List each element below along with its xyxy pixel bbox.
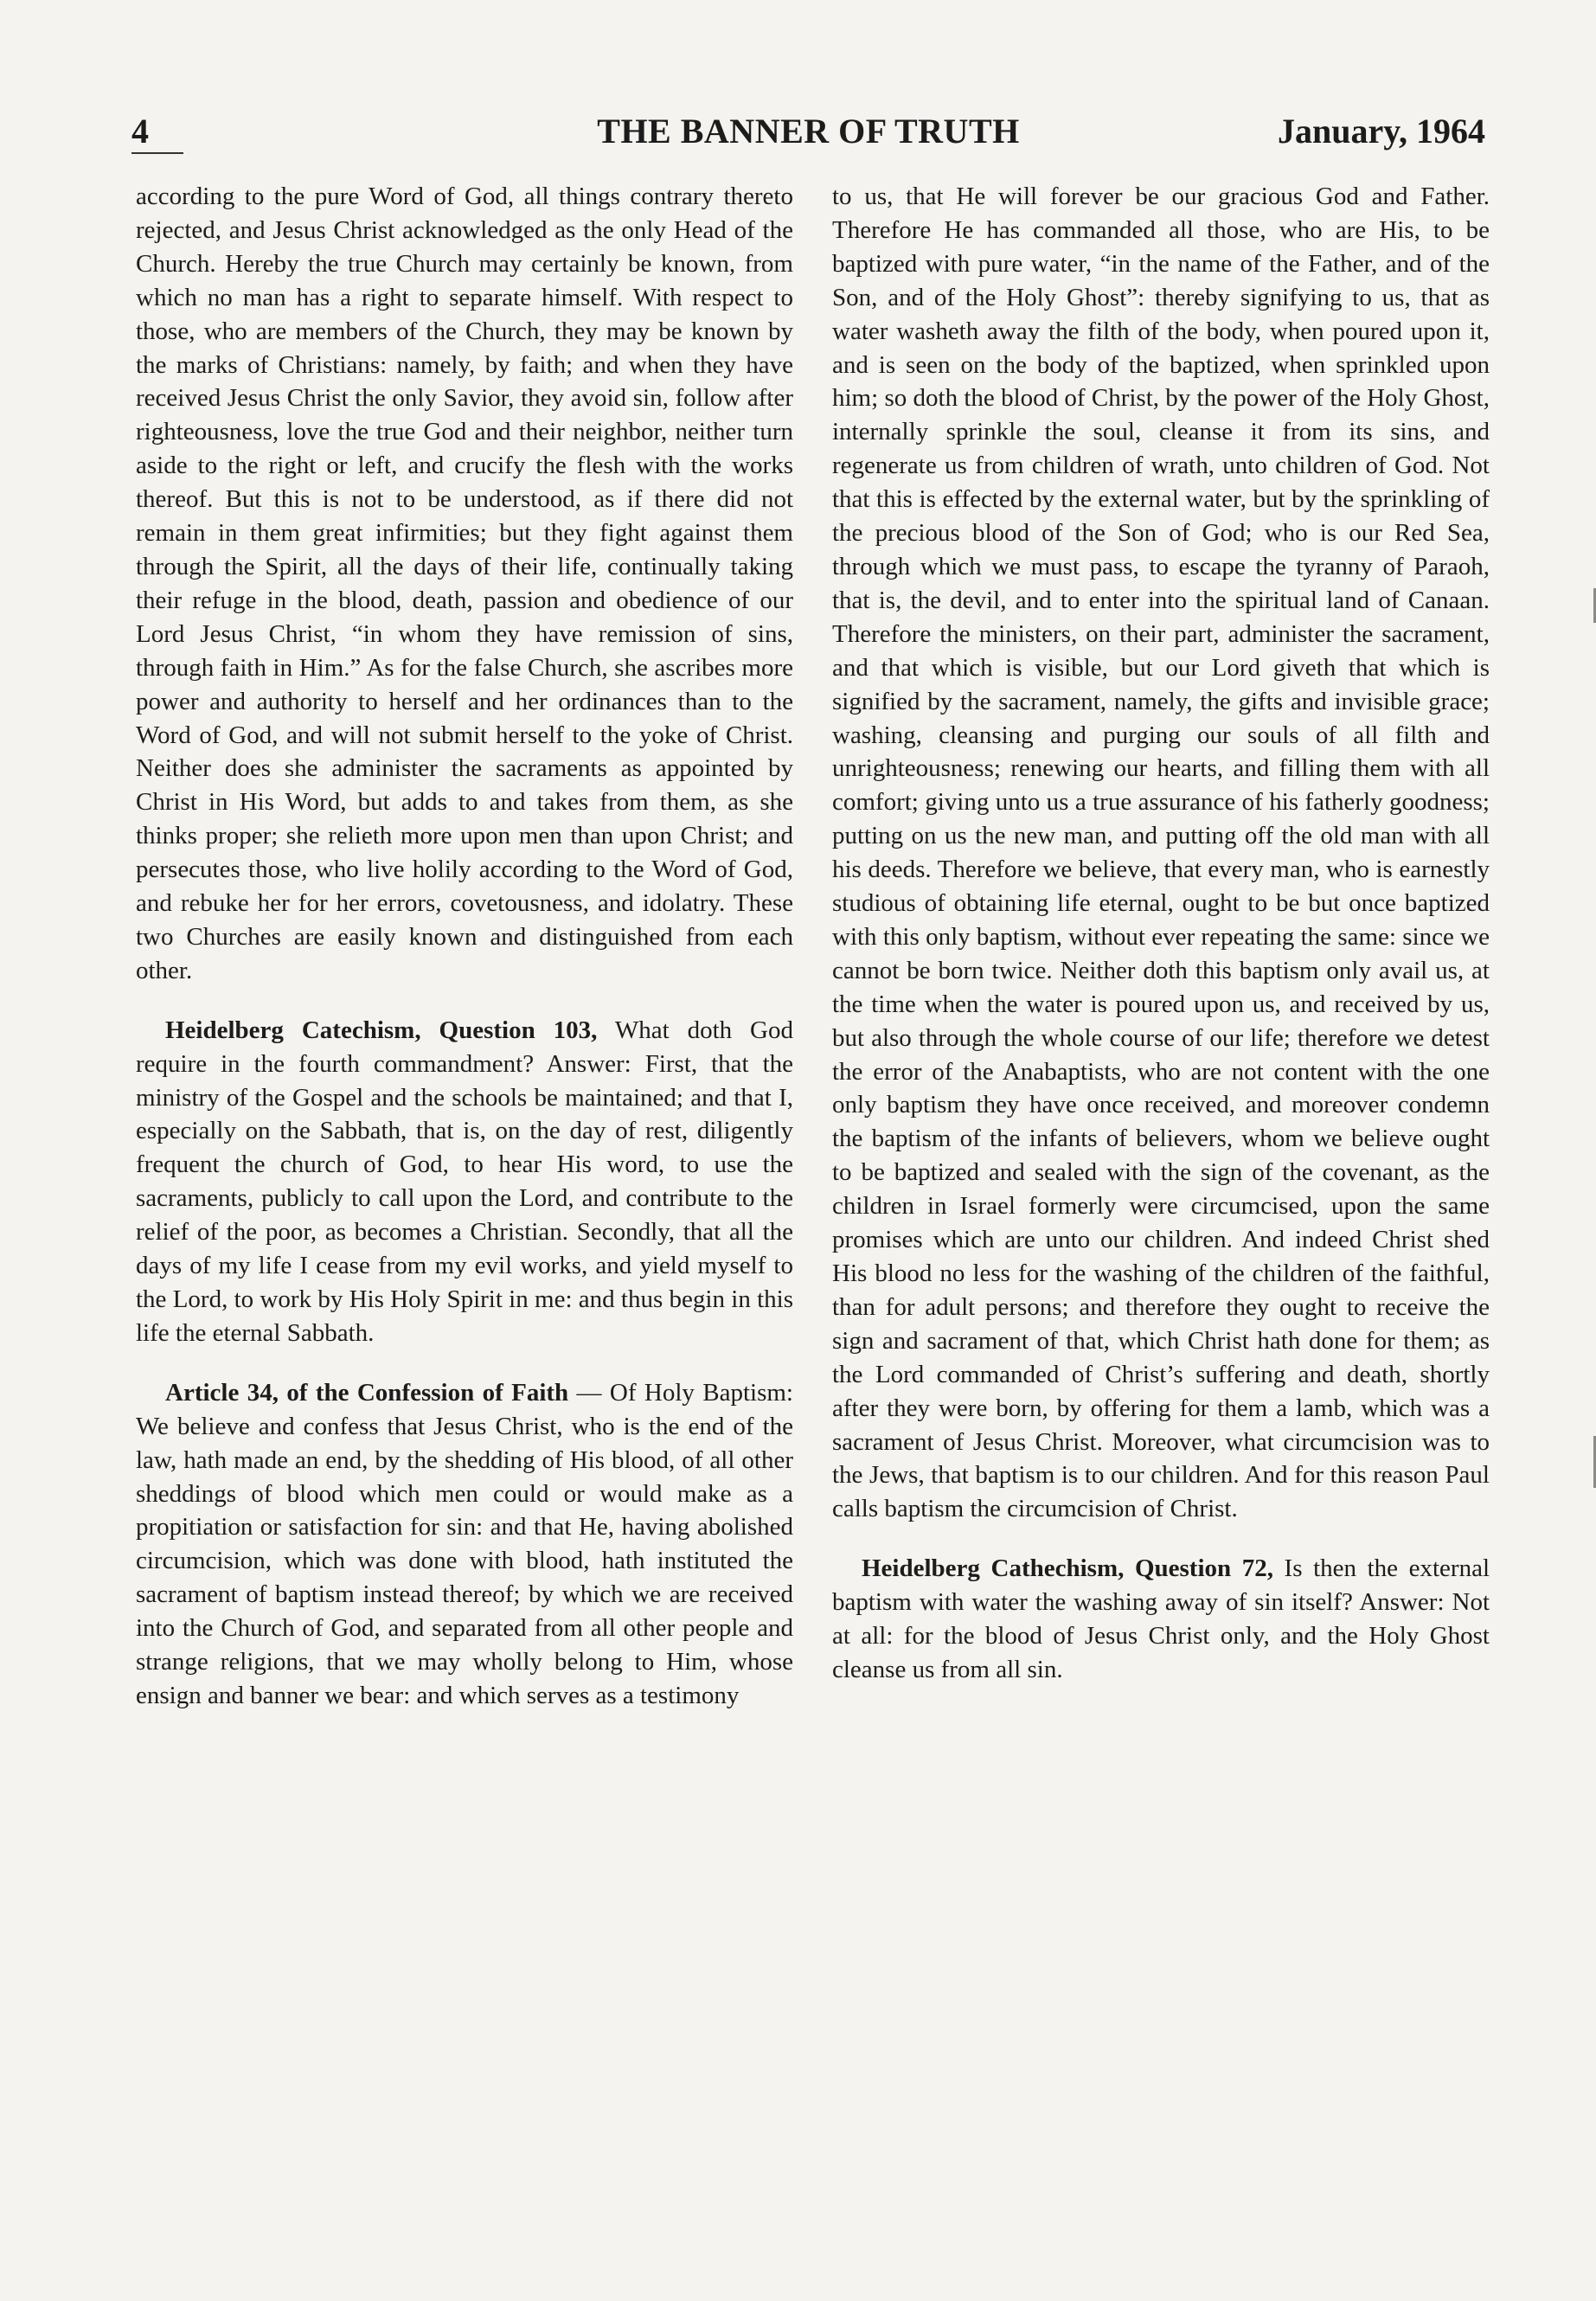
left-column <box>136 180 793 1713</box>
paragraph-church-marks: according to the pure Word of God, all things contrary thereto rejected, and Jesus Christ acknowledged as the only Head of the Church. Hereby the true Church may certainly be known, from which no man has a right to separate himself. With respect to those, who are members of the Church, they may be known by the marks of Christians: namely, by faith; and when they have received Jesus Christ the only Savior, they avoid sin, follow after righteousness, love the true God and their neighbor, neither turn aside to the right or left, and crucify the flesh with the works thereof. But this is not to be understood, as if there did not remain in them great infirmities; but they fight against them through the Spirit, all the days of their life, continually taking their refuge in the blood, death, passion and obedience of our Lord Jesus Christ, “in whom they have remission of sins, through faith in Him.” As for the false Church, she ascribes more power and authority to herself and her ordinances than to the Word of God, and will not submit herself to the yoke of Christ. Neither does she administer the sacraments as appointed by Christ in His Word, but adds to and takes from them, as she thinks proper; she relieth more upon men than upon Christ; and persecutes those, who live holily according to the Word of God, and rebuke her for her errors, covetousness, and idolatry. These two Churches are easily known and distinguished from each other. <box>136 183 793 984</box>
page-number: 4 <box>131 112 149 151</box>
heading-heidelberg-72: Heidelberg Cathechism, Question 72, <box>862 1554 1273 1583</box>
paragraph-heidelberg-72 <box>832 1552 1490 1687</box>
issue-date: January, 1964 <box>1277 112 1485 151</box>
right-column <box>832 180 1490 1687</box>
paragraph-baptism-continued: to us, that He will forever be our gracious God and Father. Therefore He has commanded all those, who are His, to be baptized with pure water, “in the name of the Father, and of the Son, and of the Holy Ghost”: thereby signifying to us, that as water washeth away the filth of the body, when poured upon it, and is seen on the body of the baptized, when sprinkled upon him; so doth the blood of Christ, by the power of the Holy Ghost, internally sprinkle the soul, cleanse it from its sins, and regenerate us from children of wrath, unto children of God. Not that this is effected by the external water, but by the sprinkling of the precious blood of the Son of God; who is our Red Sea, through which we must pass, to escape the tyranny of Paraoh, that is, the devil, and to enter into the spiritual land of Canaan. Therefore the ministers, on their part, administer the sacrament, and that which is visible, but our Lord giveth that which is signified by the sacrament, namely, the gifts and invisible grace; washing, cleansing and purging our souls of all filth and unrighteousness; renewing our hearts, and filling them with all comfort; giving unto us a true assurance of his fatherly goodness; putting on us the new man, and putting off the old man with all his deeds. Therefore we believe, that every man, who is earnestly studious of obtaining life eternal, ought to be but once baptized with this only baptism, without ever repeating the same: since we cannot be born twice. Neither doth this baptism only avail us, at the time when the water is poured upon us, and received by us, but also through the whole course of our life; therefore we detest the error of the Anabaptists, who are not content with the one only baptism they have once received, and moreover condemn the baptism of the infants of believers, whom we believe ought to be baptized and sealed with the sign of the covenant, as the children in Israel formerly were circumcised, upon the same promises which are unto our children. And indeed Christ shed His blood no less for the washing of the children of the faithful, than for adult persons; and therefore they ought to receive the sign and sacrament of that, which Christ hath done for them; as the Lord commanded of Christ’s suffering and death, shortly after they were born, by offering for them a lamb, which was a sacrament of Jesus Christ. Moreover, what circumcision was to the Jews, that baptism is to our children. And for this reason Paul calls baptism the circumcision of Christ. <box>832 183 1490 1523</box>
text-heidelberg-72: Is then the external baptism with water the washing away of sin itself? Answer: Not at all: for the blood of Jesus Christ only, and the Holy Ghost cleanse us from all sin. <box>832 1554 1490 1683</box>
heading-article-34: Article 34, of the Confession of Faith <box>165 1378 569 1407</box>
text-heidelberg-103: What doth God require in the fourth commandment? Answer: First, that the ministry of the Gospel and the schools be maintained; and that I, especially on the Sabbath, that is, on the day of rest, diligently frequent the church of God, to hear His word, to use the sacraments, publicly to call upon the Lord, and contribute to the relief of the poor, as becomes a Christian. Secondly, that all the days of my life I cease from my evil works, and yield myself to the Lord, to work by His Holy Spirit in me: and thus begin in this life the eternal Sabbath. <box>136 1016 794 1347</box>
page-number-underline <box>131 152 183 154</box>
paragraph-article-34 <box>136 1376 793 1713</box>
text-article-34: — Of Holy Baptism: We believe and confess that Jesus Christ, who is the end of the law, hath made an end, by the shedding of His blood, of all other sheddings of blood which men could or would make as a propitiation or satisfaction for sin: and that He, having abolished circumcision, which was done with blood, hath instituted the sacrament of baptism instead thereof; by which we are received into the Church of God, and separated from all other people and strange religions, that we may wholly belong to Him, whose ensign and banner we bear: and which serves as a testimony <box>136 1378 793 1709</box>
page-header <box>131 111 1485 163</box>
paragraph-heidelberg-103 <box>136 1014 793 1350</box>
publication-title: THE BANNER OF TRUTH <box>597 112 1020 151</box>
heading-heidelberg-103: Heidelberg Catechism, Question 103, <box>165 1016 598 1044</box>
